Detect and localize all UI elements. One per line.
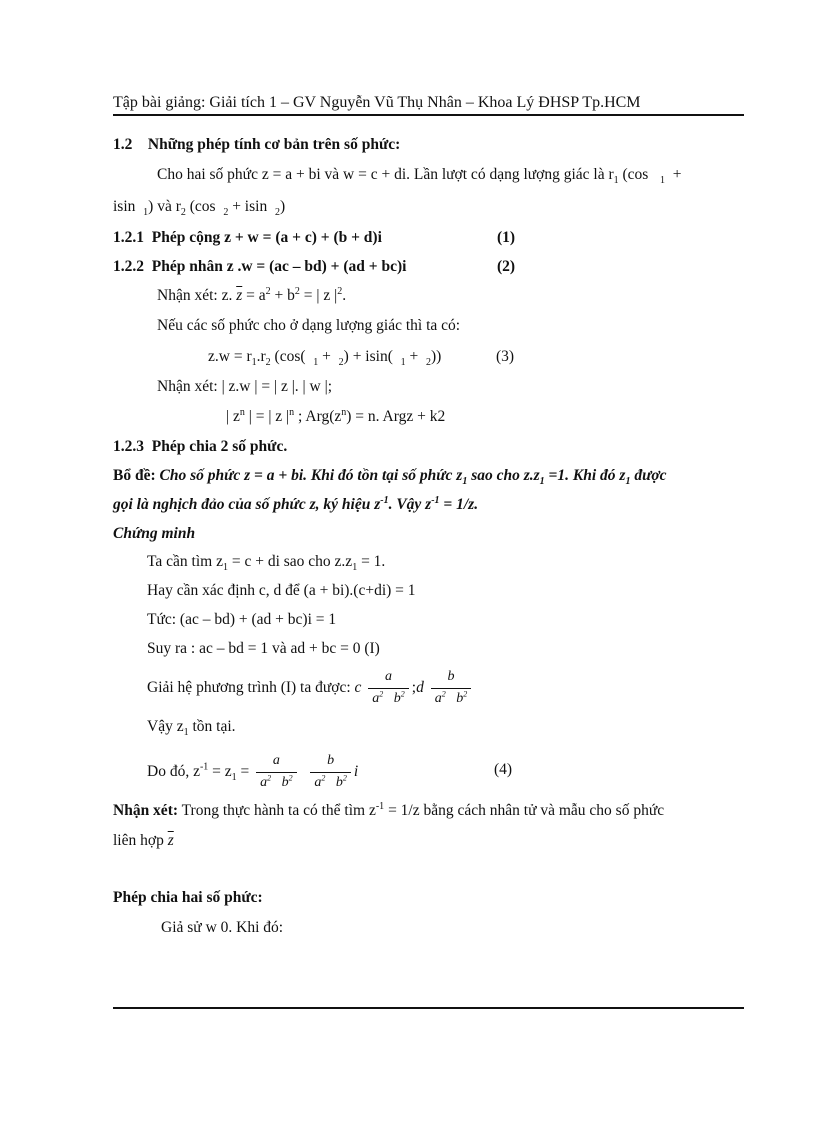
section-1-2-heading: [113, 136, 400, 155]
equation-number-4: (4): [494, 761, 513, 778]
lemma-line-1: Bổ đề: Cho số phức z = a + bi. Khi đó tồn tại số phức $z_1$ sao cho $z.z_1 =1$. Khi đó $z_1$ được: [113, 467, 667, 488]
proof-step-3: Tức: (ac – bd) + (ad + bc)i = 1: [147, 611, 337, 628]
intro-line-1: Cho hai số phức z = a + bi và w = c + di. Lần lượt có dạng lượng giác là $r_1$ (cos $_1$ +: [157, 166, 682, 187]
division-assumption: Giả sử w 0. Khi đó:: [161, 919, 284, 936]
z-conjugate: $\overline{z}$: [236, 287, 243, 304]
page-header: Tập bài giảng: Giải tích 1 – GV Nguyễn Vũ Thụ Nhân – Khoa Lý ĐHSP Tp.HCM: [113, 94, 641, 111]
remark-practice-line-1: Nhận xét: Trong thực hành ta có thể tìm $z^{-1} = 1/z$ bằng cách nhân tử và mẫu cho số phức: [113, 800, 665, 819]
fraction-d: $\frac{b}{a^2 b^2}$: [431, 669, 472, 708]
lemma-label: Bổ đề:: [113, 467, 156, 484]
fraction-real: $\frac{a}{a^2 b^2}$: [256, 753, 297, 792]
trig-product-formula: $z.w = r_1.r_2$ (cos( $_1$ + $_2$) + isin( $_1$ + $_2$)): [208, 348, 442, 369]
equation-number-3: (3): [496, 348, 515, 365]
remark-practice-line-2: liên hợp $\overline{z}$: [113, 832, 174, 849]
division-heading: Phép chia hai số phức:: [113, 889, 263, 906]
fraction-c: $\frac{a}{a^2 b^2}$: [368, 669, 409, 708]
z-conjugate-2: $\overline{z}$: [167, 832, 174, 849]
proof-step-7: Do đó, $z^{-1} = z_1$ = $\frac{a}{a^2 b^2}$ $\frac{b}{a^2 b^2}$ i: [147, 753, 359, 790]
proof-step-6: Vậy $z_1$ tồn tại.: [147, 718, 236, 739]
proof-step-4: Suy ra : ac – bd = 1 và ad + bc = 0 (I): [147, 640, 380, 657]
remark-modulus: Nhận xét: z. $\overline{z} = a^2 + b^2$ = | z $|^2$.: [157, 285, 347, 304]
trig-intro: Nếu các số phức cho ở dạng lượng giác thì ta có:: [157, 317, 461, 334]
remark-practice-label: Nhận xét:: [113, 802, 179, 819]
proof-step-1: Ta cần tìm $z_1 = c$ + di sao cho $z.z_1 = 1$.: [147, 553, 386, 574]
lemma-line-2: gọi là nghịch đảo của số phức z, ký hiệu $z^{-1}$. Vậy $z^{-1} = 1/z$.: [113, 494, 479, 513]
proof-step-5: Giải hệ phương trình (I) ta được: c $\frac{a}{a^2 b^2}$ ;d $\frac{b}{a^2 b^2}$: [147, 669, 474, 708]
power-formula: | $z^n$ | = | z $|^n$ ; $Arg(z^n) = n$. Argz + k2: [226, 406, 446, 425]
section-1-2-3: 1.2.3 Phép chia 2 số phức.: [113, 438, 288, 455]
header-rule: [113, 114, 744, 116]
section-1-2-2: 1.2.2 Phép nhân z .w = (ac – bd) + (ad + bc)i: [113, 258, 407, 275]
fraction-imag: $\frac{b}{a^2 b^2}$: [310, 753, 351, 792]
proof-step-2: Hay cần xác định c, d để (a + bi).(c+di) = 1: [147, 582, 416, 599]
remark-product-modulus: Nhận xét: | z.w | = | z |. | w |;: [157, 378, 333, 395]
section-1-2-1: 1.2.1 Phép cộng z + w = (a + c) + (b + d)i: [113, 229, 382, 246]
section-1-2-title: Những phép tính cơ bản trên số phức:: [147, 136, 401, 153]
equation-number-2: (2): [497, 258, 516, 275]
intro-line-2: isin $_1$) và $r_2$ (cos $_2$ + isin $_2$): [113, 198, 286, 219]
equation-number-1: (1): [497, 229, 516, 246]
proof-title: Chứng minh: [113, 525, 196, 542]
footer-rule: [113, 1007, 744, 1009]
section-1-2-number: 1.2: [113, 136, 133, 153]
